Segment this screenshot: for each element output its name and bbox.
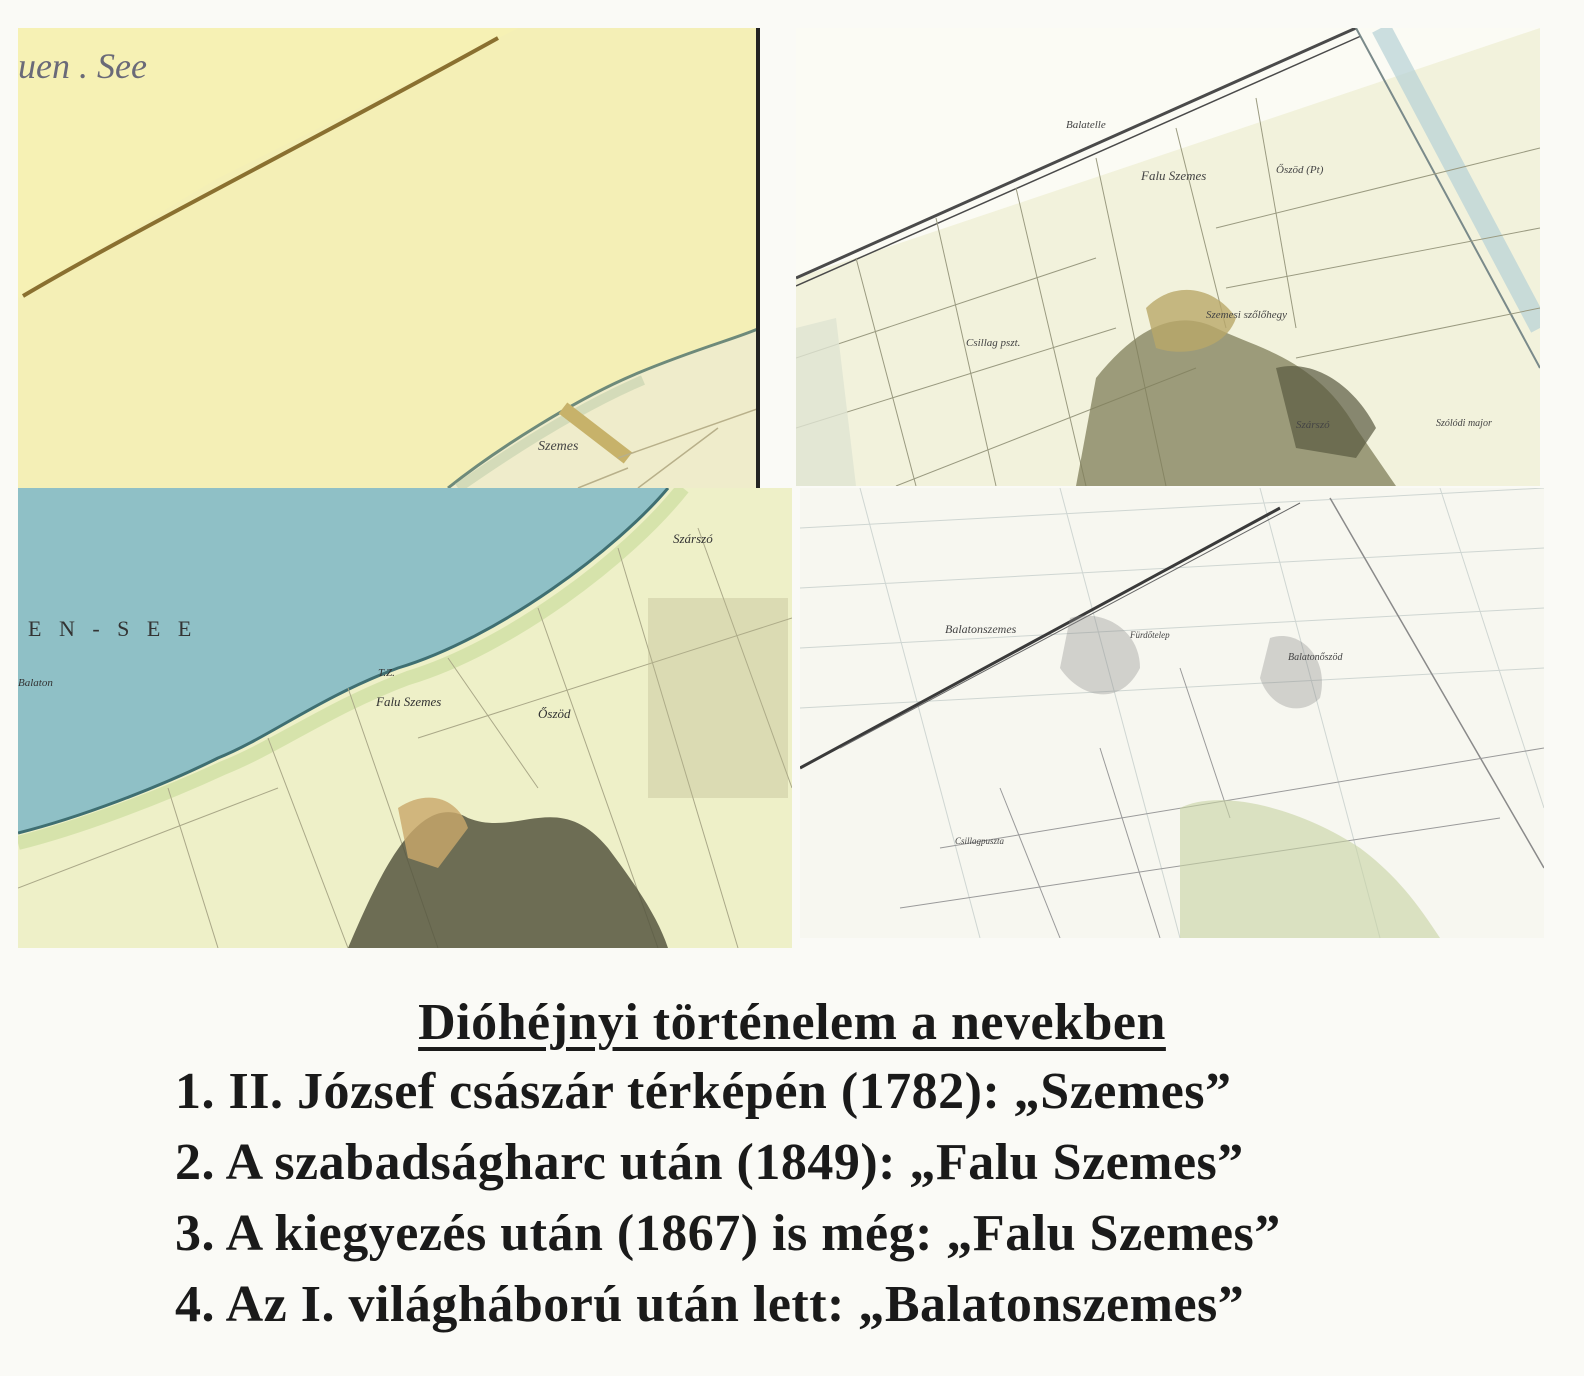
map3-lake-name: Balaton xyxy=(18,677,53,689)
map3-lake-text: E N - S E E xyxy=(28,616,198,641)
caption-block xyxy=(0,990,1584,1376)
map-1782 xyxy=(18,28,760,488)
map2-label-2: Őszöd (Pt) xyxy=(1276,164,1324,176)
map-bottom-right xyxy=(800,488,1544,938)
map4-label-0: Balatonszemes xyxy=(945,622,1017,636)
map2-label-6: Szólódi major xyxy=(1436,418,1492,429)
map-1782-lake-text: uen . See xyxy=(18,46,147,86)
map3-label-1: T.Z. xyxy=(378,667,395,679)
map-divider xyxy=(756,28,760,488)
map4-label-3: Csillagpuszta xyxy=(955,836,1005,846)
map4-label-2: Balatonőszöd xyxy=(1288,652,1343,663)
caption-item-1867: 3. A kiegyezés után (1867) is még: „Falu Szemes” xyxy=(175,1205,1281,1262)
map4-label-1: Fürdőtelep xyxy=(1130,630,1170,640)
caption-item-ww1: 4. Az I. világháború után lett: „Balatonszemes” xyxy=(175,1276,1245,1333)
caption-title: Dióhéjnyi történelem a nevekben xyxy=(418,994,1166,1051)
map-bottom-left xyxy=(18,488,792,948)
map2-label-0: Balatelle xyxy=(1066,119,1106,131)
map-top-right-drawing xyxy=(796,28,1540,486)
map-bottom-left-drawing xyxy=(18,488,792,948)
map3-label-0: Szárszó xyxy=(673,531,713,546)
map3-label-3: Őszöd xyxy=(538,706,571,721)
caption-list xyxy=(0,1056,1584,1340)
caption-item-1849: 2. A szabadságharc után (1849): „Falu Szemes” xyxy=(175,1134,1244,1191)
map2-label-5: Szárszó xyxy=(1296,419,1330,431)
map-top-right xyxy=(796,28,1540,486)
map2-label-3: Csillag pszt. xyxy=(966,337,1021,349)
map2-label-4: Szemesi szőlőhegy xyxy=(1206,309,1287,321)
map-1782-drawing xyxy=(18,28,760,488)
map-1782-village-label: Szemes xyxy=(538,439,579,454)
caption-item-1782: 1. II. József császár térképén (1782): „Szemes” xyxy=(175,1063,1232,1120)
map-bottom-right-drawing xyxy=(800,488,1544,938)
map2-label-1: Falu Szemes xyxy=(1141,168,1207,183)
map3-label-2: Falu Szemes xyxy=(376,694,442,709)
